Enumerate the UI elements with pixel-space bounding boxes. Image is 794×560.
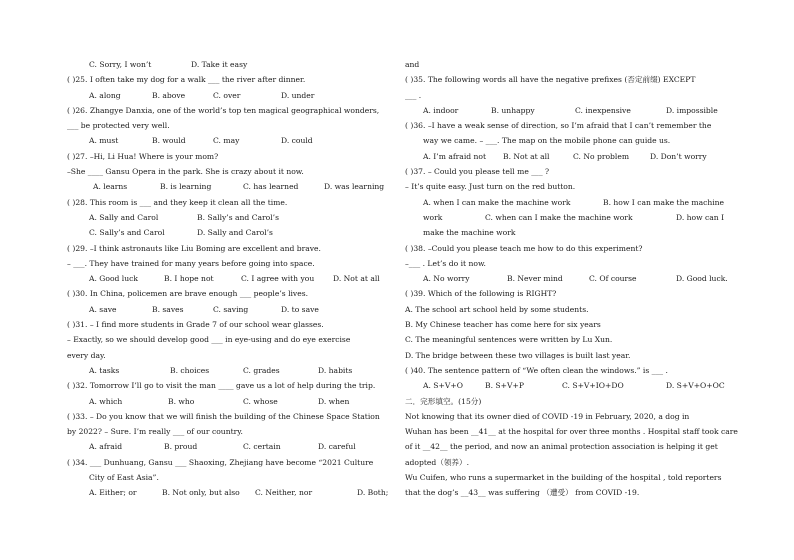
q37-options-cd [405, 210, 728, 225]
section-2-heading: 二．完形填空。(15分) [405, 396, 482, 406]
q24-option-c: C. Sorry, I won’t [89, 60, 152, 69]
question-31: ( )31. – I find more students in Grade 7 of our school wear glasses. [67, 320, 324, 330]
q28-option-a: A. Sally and Carol [89, 212, 159, 222]
q38-option-a: A. No worry [423, 274, 470, 284]
q27-option-d: D. was learning [324, 182, 385, 192]
q30-option-a: A. save [89, 304, 117, 314]
q36-option-c: C. No problem [573, 151, 630, 161]
question-36-cont: way we came. – ___. The map on the mobile phone can guide us. [423, 136, 671, 146]
q31-option-b: B. choices [170, 365, 210, 375]
q39-option-c: C. The meaningful sentences were written by Lu Xun. [405, 335, 613, 345]
q30-option-d: D. to save [281, 304, 319, 314]
q27-option-a: A. learns [93, 182, 128, 192]
q36-options [405, 149, 728, 164]
q38-option-c: C. Of course [589, 274, 637, 284]
q32-option-c: C. whose [243, 396, 278, 406]
q28-options-ab [67, 210, 389, 225]
q38-options [405, 271, 728, 286]
q32-option-d: D. when [318, 396, 350, 406]
q26-option-d: D. could [281, 136, 313, 146]
q35-option-a: A. indoor [423, 105, 459, 115]
question-32: ( )32. Tomorrow I’ll go to visit the man ____ gave us a lot of help during the trip. [67, 381, 376, 391]
q33-option-a: A. afraid [89, 442, 123, 452]
q31-option-d: D. habits [318, 365, 353, 375]
question-27: ( )27. –Hi, Li Hua! Where is your mom? [67, 151, 219, 161]
question-27-cont: –She ____ Gansu Opera in the park. She is crazy about it now. [67, 167, 304, 177]
question-29-cont: – ___. They have trained for many years before going into space. [67, 258, 315, 268]
q26-option-a: A. must [89, 136, 119, 146]
q25-option-c: C. over [213, 90, 241, 100]
q30-option-b: B. saves [152, 304, 184, 314]
q29-options [67, 271, 389, 286]
q34-continuation: and [405, 60, 420, 69]
q37-option-d: D. how can I [676, 212, 725, 222]
question-33-cont: by 2022? – Sure. I’m really ___ of our country. [67, 427, 243, 437]
left-column [67, 57, 389, 501]
q36-option-a: A. I’m afraid not [423, 151, 487, 161]
q26-option-b: B. would [152, 136, 186, 146]
q33-option-d: D. careful [318, 442, 356, 452]
question-31-cont: – Exactly, so we should develop good ___ in eye-using and do eye exercise [67, 335, 351, 345]
q28-option-d: D. Sally and Carol’s [197, 228, 273, 238]
q29-option-b: B. I hope not [164, 274, 214, 284]
question-34-cont: City of East Asia”. [89, 473, 159, 483]
q40-option-d: D. S+V+O+OC [666, 381, 725, 391]
q38-option-b: B. Never mind [507, 274, 563, 284]
q35-option-d: D. impossible [666, 105, 718, 115]
question-29: ( )29. –I think astronauts like Liu Boming are excellent and brave. [67, 243, 321, 253]
q36-option-d: D. Don’t worry [650, 151, 707, 161]
q28-option-b: B. Sally’s and Carol’s [197, 212, 279, 222]
question-39: ( )39. Which of the following is RIGHT? [405, 289, 557, 299]
q33-options [67, 439, 389, 454]
question-37: ( )37. – Could you please tell me ___ ? [405, 167, 550, 177]
q25-options [67, 88, 389, 103]
question-26: ( )26. Zhangye Danxia, one of the world’s top ten magical geographical wonders, [67, 105, 380, 115]
q39-option-d: D. The bridge between these two villages is built last year. [405, 350, 631, 360]
q27-option-b: B. is learning [160, 182, 212, 192]
q29-option-a: A. Good luck [89, 274, 138, 284]
cloze-line-3: of it __42__ the period, and now an animal protection association is helping it get [405, 442, 718, 452]
q32-option-b: B. who [168, 396, 195, 406]
cloze-line-6: that the dog’s __43__ was suffering （遭受） from COVID -19. [405, 488, 640, 498]
q33-option-b: B. proud [164, 442, 198, 452]
q27-options [67, 179, 389, 194]
q26-options [67, 133, 389, 148]
q30-option-c: C. saving [213, 304, 249, 314]
q39-option-b: B. My Chinese teacher has come here for six years [405, 320, 601, 330]
q30-options [67, 302, 389, 317]
q35-option-c: C. inexpensive [575, 105, 631, 115]
question-30: ( )30. In China, policemen are brave enough ___ people’s lives. [67, 289, 309, 299]
q32-option-a: A. which [89, 396, 123, 406]
q26-option-c: C. may [213, 136, 240, 146]
question-37-cont: – It’s quite easy. Just turn on the red button. [405, 182, 576, 192]
q37-option-c: C. when can I make the machine work [485, 212, 633, 222]
question-40: ( )40. The sentence pattern of “We often clean the windows.” is ___ . [405, 365, 668, 375]
question-26-cont: ___ be protected very well. [67, 121, 170, 131]
question-33: ( )33. – Do you know that we will finish the building of the Chinese Space Station [67, 411, 380, 421]
q25-option-d: D. under [281, 90, 315, 100]
question-31-cont-2: every day. [67, 350, 106, 360]
q33-option-c: C. certain [243, 442, 281, 452]
q40-option-a: A. S+V+O [423, 381, 463, 391]
cloze-line-2: Wuhan has been __41__ at the hospital for over three months . Hospital staff took care [405, 427, 738, 437]
q40-options [405, 378, 728, 393]
q37-option-a: A. when I can make the machine work [423, 197, 571, 207]
q25-option-a: A. along [89, 90, 121, 100]
q28-options-cd [67, 225, 389, 240]
question-25: ( )25. I often take my dog for a walk ___ the river after dinner. [67, 75, 306, 85]
q31-options [67, 363, 389, 378]
question-35: ( )35. The following words all have the negative prefixes (否定前缀) EXCEPT [405, 75, 696, 85]
question-38: ( )38. –Could you please teach me how to do this experiment? [405, 243, 643, 253]
question-34: ( )34. ___ Dunhuang, Gansu ___ Shaoxing, Zhejiang have become “2021 Culture [67, 457, 374, 467]
q35-options [405, 103, 728, 118]
question-36: ( )36. –I have a weak sense of direction, so I’m afraid that I can’t remember the [405, 121, 712, 131]
q40-option-c: C. S+V+IO+DO [562, 381, 624, 391]
q37-option-b-cont: work [423, 212, 443, 222]
question-35-cont: ___ . [405, 90, 422, 100]
q35-option-b: B. unhappy [491, 105, 535, 115]
q34-options [67, 485, 389, 500]
q24-options-cd [67, 57, 389, 72]
q31-option-a: A. tasks [89, 365, 120, 375]
right-column [405, 57, 738, 501]
q34-option-b: B. Not only, but also [162, 488, 240, 498]
q29-option-d: D. Not at all [333, 274, 380, 284]
q37-option-d-cont: make the machine work [423, 228, 516, 238]
q32-options [67, 394, 389, 409]
q31-option-c: C. grades [243, 365, 280, 375]
q34-option-d: D. Both; [357, 488, 389, 498]
cloze-line-5: Wu Cuifen, who runs a supermarket in the building of the hospital , told reporters [405, 473, 722, 483]
q24-option-d: D. Take it easy [191, 60, 248, 69]
q36-option-b: B. Not at all [503, 151, 550, 161]
q37-option-b: B. how I can make the machine [603, 197, 725, 207]
q37-options-ab [405, 195, 728, 210]
q39-option-a: A. The school art school held by some students. [405, 304, 589, 314]
question-38-cont: –___ . Let’s do it now. [405, 258, 486, 268]
q34-option-c: C. Neither, nor [255, 488, 313, 498]
q25-option-b: B. above [152, 90, 186, 100]
q27-option-c: C. has learned [243, 182, 299, 192]
q28-option-c: C. Sally’s and Carol [89, 228, 165, 238]
q40-option-b: B. S+V+P [485, 381, 524, 391]
cloze-line-4: adopted（领养）. [405, 457, 470, 467]
q38-option-d: D. Good luck. [676, 274, 728, 284]
question-28: ( )28. This room is ___ and they keep it clean all the time. [67, 197, 288, 207]
cloze-line-1: Not knowing that its owner died of COVID -19 in February, 2020, a dog in [405, 411, 690, 421]
q34-option-a: A. Either; or [89, 488, 137, 498]
q29-option-c: C. I agree with you [241, 274, 315, 284]
